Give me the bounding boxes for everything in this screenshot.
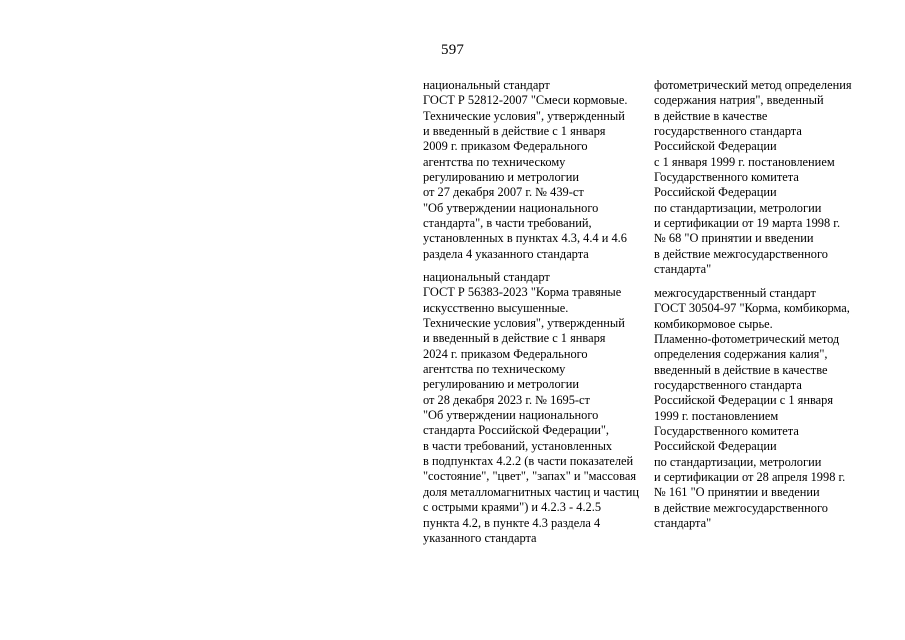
- text-line: искусственно высушенные.: [423, 300, 569, 315]
- page-number: 597: [441, 42, 465, 58]
- standard-entry-left-2: [423, 270, 639, 546]
- text-line: с 1 января 1999 г. постановлением: [654, 154, 835, 169]
- text-line: 1999 г. постановлением: [654, 408, 779, 423]
- text-line: стандарта": [654, 262, 712, 277]
- text-line: введенный в действие в качестве: [654, 362, 828, 377]
- text-line: в действие межгосударственного: [654, 500, 828, 515]
- text-line: государственного стандарта: [654, 378, 802, 393]
- text-line: фотометрический метод определения: [654, 78, 852, 92]
- text-line: по стандартизации, метрологии: [654, 200, 822, 215]
- text-line: и сертификации от 28 апреля 1998 г.: [654, 470, 846, 485]
- text-line: 2024 г. приказом Федерального: [423, 346, 588, 361]
- text-line: Технические условия", утвержденный: [423, 108, 625, 123]
- standard-entry-right-1: [654, 78, 852, 277]
- text-line: определения содержания калия",: [654, 347, 828, 362]
- text-line: стандарта": [654, 516, 712, 531]
- text-line: пункта 4.2, в пункте 4.3 раздела 4: [423, 515, 601, 530]
- text-line: и введенный в действие с 1 января: [423, 124, 606, 139]
- text-line: указанного стандарта: [423, 530, 537, 545]
- text-line: установленных в пунктах 4.3, 4.4 и 4.6: [423, 231, 627, 246]
- text-line: и введенный в действие с 1 января: [423, 331, 606, 346]
- text-line: в подпунктах 4.2.2 (в части показателей: [423, 454, 634, 469]
- text-line: Российской Федерации: [654, 185, 777, 200]
- text-line: в части требований, установленных: [423, 438, 613, 453]
- text-line: раздела 4 указанного стандарта: [423, 246, 589, 261]
- text-line: Государственного комитета: [654, 170, 799, 185]
- text-line: агентства по техническому: [423, 154, 566, 169]
- text-line: № 68 "О принятии и введении: [654, 231, 814, 246]
- text-line: в действие межгосударственного: [654, 246, 828, 261]
- text-line: с острыми краями") и 4.2.3 - 4.2.5: [423, 500, 602, 515]
- text-line: межгосударственный стандарт: [654, 286, 816, 300]
- text-line: стандарта Российской Федерации",: [423, 423, 610, 438]
- standard-entry-left-1: [423, 78, 627, 262]
- text-line: и сертификации от 19 марта 1998 г.: [654, 216, 841, 231]
- text-line: ГОСТ Р 52812-2007 "Смеси кормовые.: [423, 93, 628, 108]
- text-line: ГОСТ Р 56383-2023 "Корма травяные: [423, 285, 622, 300]
- text-line: "состояние", "цвет", "запах" и "массовая: [423, 469, 637, 484]
- text-line: Технические условия", утвержденный: [423, 316, 625, 331]
- text-line: комбикормовое сырье.: [654, 316, 773, 331]
- text-line: Российской Федерации с 1 января: [654, 393, 834, 408]
- text-line: по стандартизации, метрологии: [654, 454, 822, 469]
- text-line: Российской Федерации: [654, 439, 777, 454]
- text-line: регулированию и метрологии: [423, 170, 580, 185]
- text-line: Российской Федерации: [654, 139, 777, 154]
- text-line: 2009 г. приказом Федерального: [423, 139, 588, 154]
- text-line: регулированию и метрологии: [423, 377, 580, 392]
- text-line: от 28 декабря 2023 г. № 1695-ст: [423, 392, 590, 407]
- text-line: Пламенно-фотометрический метод: [654, 332, 840, 347]
- text-line: в действие в качестве: [654, 108, 768, 123]
- text-line: государственного стандарта: [654, 124, 802, 139]
- text-line: национальный стандарт: [423, 78, 550, 92]
- text-line: от 27 декабря 2007 г. № 439-ст: [423, 185, 584, 200]
- text-line: национальный стандарт: [423, 270, 550, 284]
- text-line: стандарта", в части требований,: [423, 216, 592, 231]
- text-line: № 161 "О принятии и введении: [654, 485, 820, 500]
- text-line: "Об утверждении национального: [423, 200, 599, 215]
- text-line: "Об утверждении национального: [423, 408, 599, 423]
- text-line: агентства по техническому: [423, 362, 566, 377]
- text-line: содержания натрия", введенный: [654, 93, 824, 108]
- standard-entry-right-2: [654, 286, 850, 532]
- text-line: доля металломагнитных частиц и частиц: [423, 484, 640, 499]
- text-line: Государственного комитета: [654, 424, 799, 439]
- text-line: ГОСТ 30504-97 "Корма, комбикорма,: [654, 301, 850, 316]
